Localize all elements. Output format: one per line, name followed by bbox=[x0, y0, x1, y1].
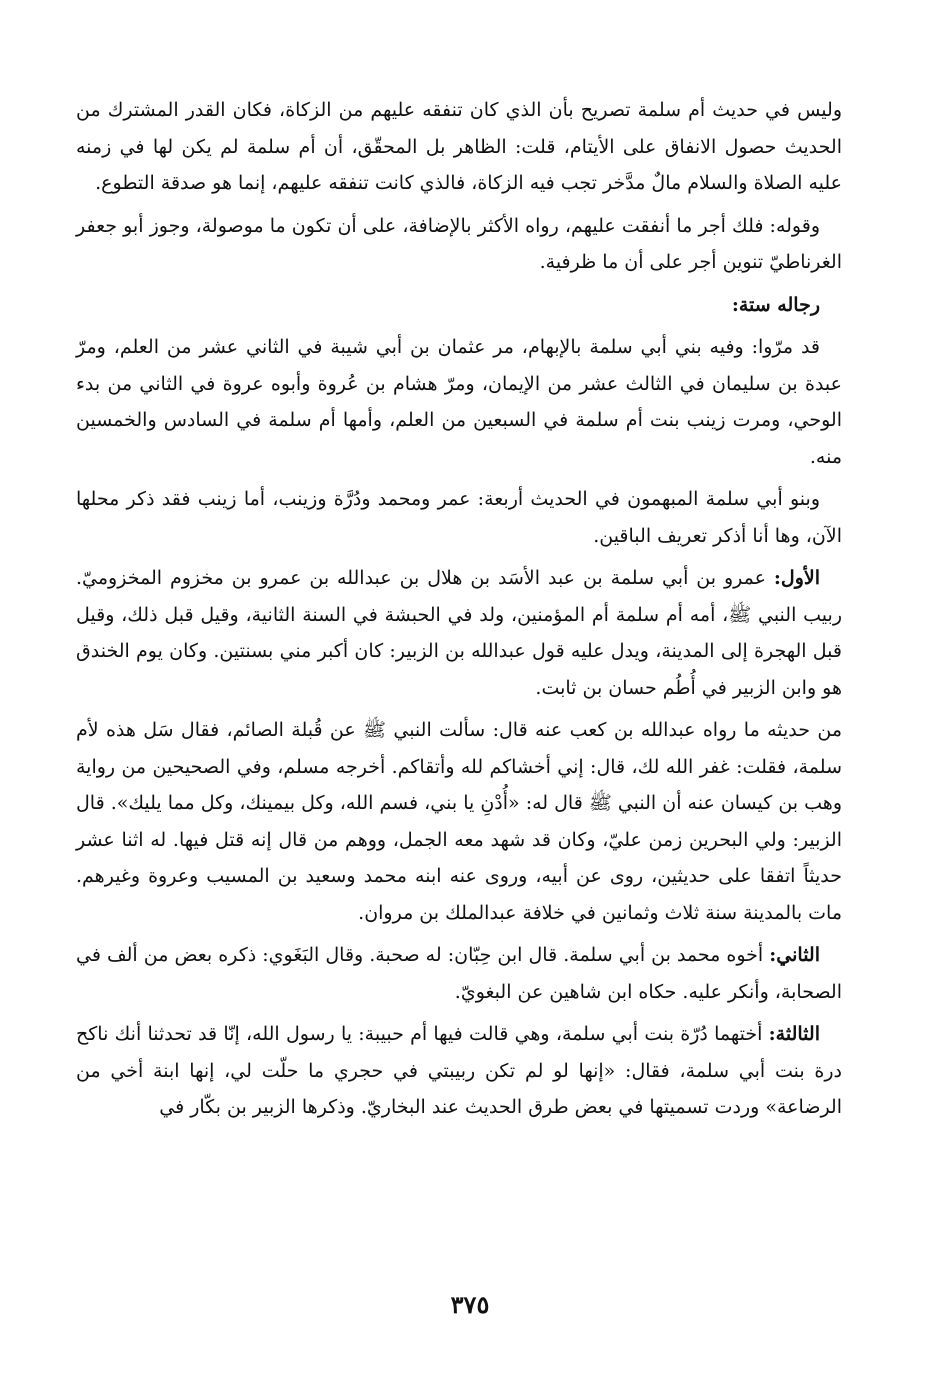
paragraph-7-text: أخوه محمد بن أبي سلمة. قال ابن حِبّان: له صحبة. وقال البَغَوي: ذكره بعض من ألف في الصحابة، وأنكر عليه. حكاه ابن شاهين عن البغويّ. bbox=[76, 944, 842, 1003]
paragraph-6 bbox=[76, 712, 842, 931]
paragraph-5-text: عمرو بن أبي سلمة بن عبد الأسَد بن هلال بن عبدالله بن عمرو بن مخزوم المخزوميّ. ربيب النبي ﷺ، أمه أم سلمة أم المؤمنين، ولد في الحبشة في السنة الثانية، وقيل قبل ذلك، وقيل قبل الهجرة إلى المدينة، ويدل عليه قول عبدالله بن الزبير: كان أكبر مني بسنتين. وكان يوم الخندق هو وابن الزبير في أُطُم حسان بن ثابت. bbox=[76, 567, 842, 699]
paragraph-5 bbox=[76, 560, 842, 706]
paragraph-2-text: وقوله: فلك أجر ما أنفقت عليهم، رواه الأكثر بالإضافة، على أن تكون ما موصولة، وجوز أبو جعفر الغرناطيّ تنوين أجر على أن ما ظرفية. bbox=[76, 214, 842, 273]
section-heading: رجاله ستة: bbox=[731, 293, 820, 316]
page-body bbox=[76, 92, 842, 1132]
paragraph-3 bbox=[76, 329, 842, 475]
paragraph-2 bbox=[76, 208, 842, 281]
paragraph-8 bbox=[76, 1016, 842, 1126]
paragraph-7-lead: الثاني: bbox=[769, 944, 820, 966]
paragraph-1-text: وليس في حديث أم سلمة تصريح بأن الذي كان تنفقه عليهم من الزكاة، فكان القدر المشترك من الحديث حصول الانفاق على الأيتام، قلت: الظاهر بل المحقّق، أن أم سلمة لم يكن لها في زمنه عليه الصلاة والسلام مالٌ مدَّخر تجب فيه الزكاة، فالذي كانت تنفقه عليهم، إنما هو صدقة التطوع. bbox=[76, 99, 842, 194]
paragraph-6-text: من حديثه ما رواه عبدالله بن كعب عنه قال: سألت النبي ﷺ عن قُبلة الصائم، فقال سَل هذه لأم سلمة، فقلت: غفر الله لك، قال: إني أخشاكم لله وأتقاكم. أخرجه مسلم، وفي الصحيحين من رواية وهب بن كيسان عنه أن النبي ﷺ قال له: «أُدْنِ يا بني، فسم الله، وكل بيمينك، وكل مما يليك». قال الزبير: ولي البحرين زمن عليّ، وكان قد شهد معه الجمل، ووهم من قال إنه قتل فيها. له اثنا عشر حديثاً اتفقا على حديثين، روى عن أبيه، وروى عنه ابنه محمد وسعيد بن المسيب وعروة وغيرهم. مات بالمدينة سنة ثلاث وثمانين في خلافة عبدالملك بن مروان. bbox=[76, 719, 842, 924]
paragraph-4 bbox=[76, 481, 842, 554]
page-number: ٣٧٥ bbox=[450, 1290, 490, 1319]
paragraph-5-lead: الأول: bbox=[773, 567, 820, 589]
paragraph-7 bbox=[76, 937, 842, 1010]
paragraph-8-lead: الثالثة: bbox=[768, 1023, 820, 1045]
paragraph-1 bbox=[76, 92, 842, 202]
paragraph-3-text: قد مرّوا: وفيه بني أبي سلمة بالإبهام، مر عثمان بن أبي شيبة في الثاني عشر من العلم، ومرّ عبدة بن سليمان في الثالث عشر من الإيمان، ومرّ هشام بن عُروة وأبوه عروة في الثاني من بدء الوحي، ومرت زينب بنت أم سلمة في السبعين من العلم، وأمها أم سلمة في السادس والخمسين منه. bbox=[76, 336, 842, 468]
paragraph-4-text: وبنو أبي سلمة المبهمون في الحديث أربعة: عمر ومحمد ودُرَّة وزينب، أما زينب فقد ذكر محلها الآن، وها أنا أذكر تعريف الباقين. bbox=[76, 488, 842, 547]
paragraph-8-text: أختهما دُرّة بنت أبي سلمة، وهي قالت فيها أم حبيبة: يا رسول الله، إنّا قد تحدثنا أنك ناكح درة بنت أبي سلمة، فقال: «إنها لو لم تكن ربيبتي في حجري ما حلّت لي، إنها ابنة أخي من الرضاعة» وردت تسميتها في بعض طرق الحديث عند البخاريّ. وذكرها الزبير بن بكّار في bbox=[76, 1023, 842, 1118]
